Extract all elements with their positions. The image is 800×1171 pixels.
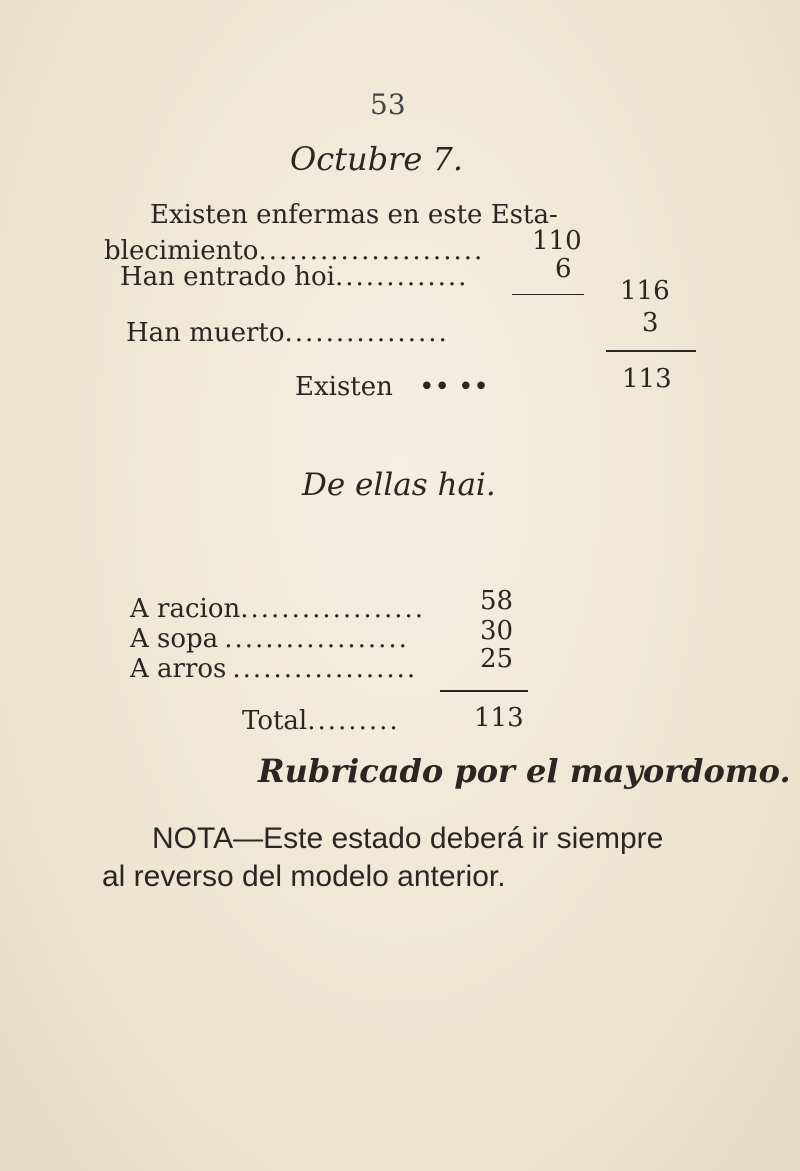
existen-total-dots: •• •• bbox=[419, 372, 489, 402]
diet-row-value: 30 bbox=[480, 616, 514, 646]
diet-row bbox=[130, 654, 417, 684]
entrado-dots: ............. bbox=[334, 262, 469, 292]
signature-note: Rubricado por el mayordomo. bbox=[258, 752, 791, 790]
diet-row-value: 58 bbox=[480, 586, 514, 616]
nota-line-1: NOTA—Este estado deberá ir siempre bbox=[152, 822, 664, 855]
diet-row-value: 25 bbox=[480, 644, 514, 674]
diet-total-value: 113 bbox=[474, 703, 524, 733]
page-title: Octubre 7. bbox=[290, 140, 464, 178]
subtotal-value: 116 bbox=[620, 276, 670, 306]
diet-row bbox=[130, 624, 409, 654]
existen-label: blecimiento bbox=[104, 236, 259, 266]
diet-total-dots: ......... bbox=[307, 706, 400, 736]
entrado-value: 6 bbox=[555, 254, 572, 284]
diet-row-dots: .................. bbox=[240, 594, 426, 624]
muerto-dots: ................ bbox=[284, 318, 449, 348]
existen-line-1: Existen enfermas en este Esta- bbox=[150, 200, 558, 230]
muerto-value: 3 bbox=[642, 308, 659, 338]
subtotal-rule bbox=[512, 294, 584, 295]
total-rule bbox=[606, 350, 696, 352]
existen-total-value: 113 bbox=[622, 364, 672, 394]
page-number: 53 bbox=[370, 88, 406, 121]
muerto-line bbox=[126, 318, 449, 348]
existen-value: 110 bbox=[532, 226, 582, 256]
diet-total-label: Total bbox=[242, 706, 308, 736]
existen-total-label: Existen bbox=[295, 372, 393, 402]
diet-total-rule bbox=[440, 690, 528, 692]
nota-line-2: al reverso del modelo anterior. bbox=[102, 860, 506, 893]
entrado-line bbox=[120, 262, 468, 292]
entrado-label: Han entrado hoi bbox=[120, 262, 335, 292]
existen-dots: ...................... bbox=[258, 236, 485, 266]
diet-row bbox=[130, 594, 425, 624]
diet-total-line bbox=[242, 706, 400, 736]
diet-row-dots: .................. bbox=[224, 624, 409, 654]
diet-row-label: A arros bbox=[130, 654, 227, 684]
diet-row-label: A racion bbox=[130, 594, 241, 624]
diet-row-dots: .................. bbox=[232, 654, 418, 684]
existen-total-line bbox=[295, 372, 489, 402]
muerto-label: Han muerto bbox=[126, 318, 285, 348]
section-subtitle: De ellas hai. bbox=[302, 467, 496, 503]
diet-row-label: A sopa bbox=[130, 624, 219, 654]
